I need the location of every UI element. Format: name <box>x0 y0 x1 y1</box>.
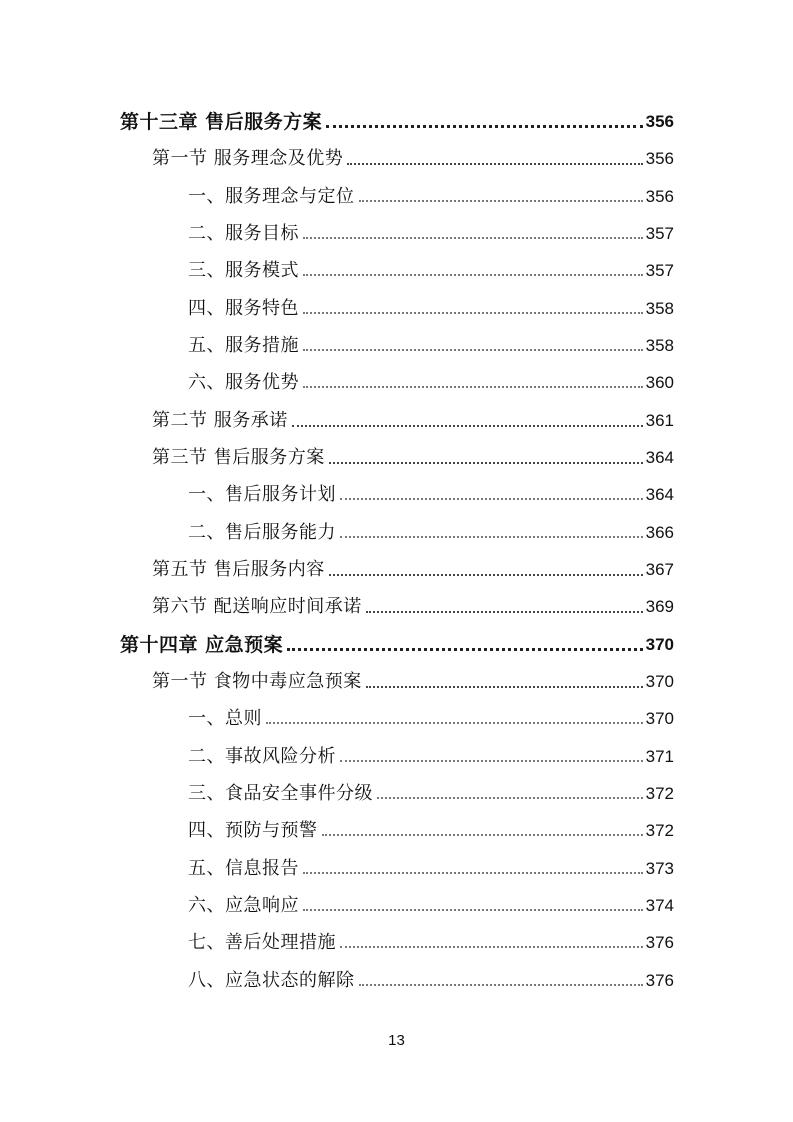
toc-entry-label: 二、售后服务能力 <box>188 522 336 543</box>
dot-leader <box>340 760 643 762</box>
dot-leader <box>329 462 643 464</box>
dot-leader <box>377 797 643 799</box>
toc-entry-section[interactable] <box>152 403 674 433</box>
toc-entry-chapter-14[interactable] <box>120 627 674 657</box>
toc-entry-label: 三、服务模式 <box>188 260 299 281</box>
toc-entry-label: 三、食品安全事件分级 <box>188 783 373 804</box>
toc-entry-page: 376 <box>645 971 674 990</box>
toc-entry-subsection[interactable] <box>188 477 674 507</box>
toc-entry-page: 357 <box>645 261 674 280</box>
dot-leader <box>347 163 642 165</box>
toc-entry-label: 第十三章 售后服务方案 <box>120 111 323 133</box>
toc-entry-label: 一、售后服务计划 <box>188 484 336 505</box>
toc-entry-page: 356 <box>645 149 674 168</box>
toc-entry-page: 364 <box>645 448 674 467</box>
toc-entry-label: 二、服务目标 <box>188 223 299 244</box>
toc-entry-page: 358 <box>645 336 674 355</box>
dot-leader <box>303 349 643 351</box>
toc-entry-subsection[interactable] <box>188 925 674 955</box>
toc-entry-page: 361 <box>645 411 674 430</box>
toc-entry-subsection[interactable] <box>188 291 674 321</box>
toc-entry-page: 370 <box>645 709 674 728</box>
toc-entry-page: 356 <box>645 112 674 131</box>
dot-leader <box>329 574 643 576</box>
toc-entry-page: 372 <box>645 784 674 803</box>
dot-leader <box>322 834 643 836</box>
toc-entry-subsection[interactable] <box>188 253 674 283</box>
toc-entry-page: 373 <box>645 859 674 878</box>
dot-leader <box>303 237 643 239</box>
toc-entry-label: 二、事故风险分析 <box>188 746 336 767</box>
toc-entry-subsection[interactable] <box>188 515 674 545</box>
dot-leader <box>366 611 643 613</box>
toc-entry-subsection[interactable] <box>188 179 674 209</box>
toc-entry-subsection[interactable] <box>188 216 674 246</box>
toc-entry-subsection[interactable] <box>188 963 674 993</box>
toc-entry-label: 七、善后处理措施 <box>188 932 336 953</box>
toc-entry-subsection[interactable] <box>188 328 674 358</box>
toc-entry-page: 360 <box>645 373 674 392</box>
toc-entry-page: 356 <box>645 187 674 206</box>
dot-leader <box>340 536 643 538</box>
toc-entry-label: 四、预防与预警 <box>188 820 318 841</box>
toc-entry-subsection[interactable] <box>188 813 674 843</box>
toc-entry-label: 第六节 配送响应时间承诺 <box>152 596 362 617</box>
toc-entry-label: 五、服务措施 <box>188 335 299 356</box>
toc-entry-page: 376 <box>645 933 674 952</box>
dot-leader <box>326 125 643 128</box>
toc-entry-subsection[interactable] <box>188 701 674 731</box>
dot-leader <box>366 686 643 688</box>
toc-entry-section[interactable] <box>152 589 674 619</box>
dot-leader <box>303 909 643 911</box>
toc-entry-page: 364 <box>645 485 674 504</box>
toc-entry-subsection[interactable] <box>188 851 674 881</box>
dot-leader <box>359 200 643 202</box>
toc-entry-page: 369 <box>645 597 674 616</box>
toc-entry-page: 370 <box>645 672 674 691</box>
dot-leader <box>303 386 643 388</box>
toc-entry-label: 一、服务理念与定位 <box>188 186 355 207</box>
toc-entry-page: 366 <box>645 523 674 542</box>
dot-leader <box>266 722 643 724</box>
page-number: 13 <box>388 1032 405 1049</box>
dot-leader <box>340 498 643 500</box>
toc-entry-chapter-13[interactable] <box>120 104 674 134</box>
toc-entry-section[interactable] <box>152 664 674 694</box>
toc-entry-label: 第五节 售后服务内容 <box>152 559 325 580</box>
toc-entry-page: 367 <box>645 560 674 579</box>
toc-entry-page: 370 <box>645 635 674 654</box>
toc-entry-section[interactable] <box>152 141 674 171</box>
toc-entry-page: 357 <box>645 224 674 243</box>
toc-entry-label: 六、应急响应 <box>188 895 299 916</box>
toc-entry-page: 372 <box>645 821 674 840</box>
dot-leader <box>287 648 643 651</box>
dot-leader <box>303 312 643 314</box>
toc-entry-section[interactable] <box>152 552 674 582</box>
toc-entry-page: 374 <box>645 896 674 915</box>
toc-entry-label: 六、服务优势 <box>188 372 299 393</box>
toc-entry-label: 五、信息报告 <box>188 858 299 879</box>
toc-entry-subsection[interactable] <box>188 365 674 395</box>
toc-entry-label: 第三节 售后服务方案 <box>152 447 325 468</box>
dot-leader <box>359 984 643 986</box>
toc-entry-page: 358 <box>645 299 674 318</box>
toc-entry-label: 第二节 服务承诺 <box>152 410 288 431</box>
toc-entry-label: 四、服务特色 <box>188 298 299 319</box>
toc-entry-section[interactable] <box>152 440 674 470</box>
toc-entry-label: 八、应急状态的解除 <box>188 970 355 991</box>
toc-entry-subsection[interactable] <box>188 776 674 806</box>
toc-entry-subsection[interactable] <box>188 888 674 918</box>
dot-leader <box>303 872 643 874</box>
toc-entry-page: 371 <box>645 747 674 766</box>
toc-entry-label: 第一节 服务理念及优势 <box>152 148 344 169</box>
toc-entry-subsection[interactable] <box>188 739 674 769</box>
toc-entry-label: 第十四章 应急预案 <box>120 634 284 656</box>
dot-leader <box>340 946 643 948</box>
toc-entry-label: 一、总则 <box>188 708 262 729</box>
toc-entry-label: 第一节 食物中毒应急预案 <box>152 671 362 692</box>
dot-leader <box>292 425 643 427</box>
dot-leader <box>303 274 643 276</box>
